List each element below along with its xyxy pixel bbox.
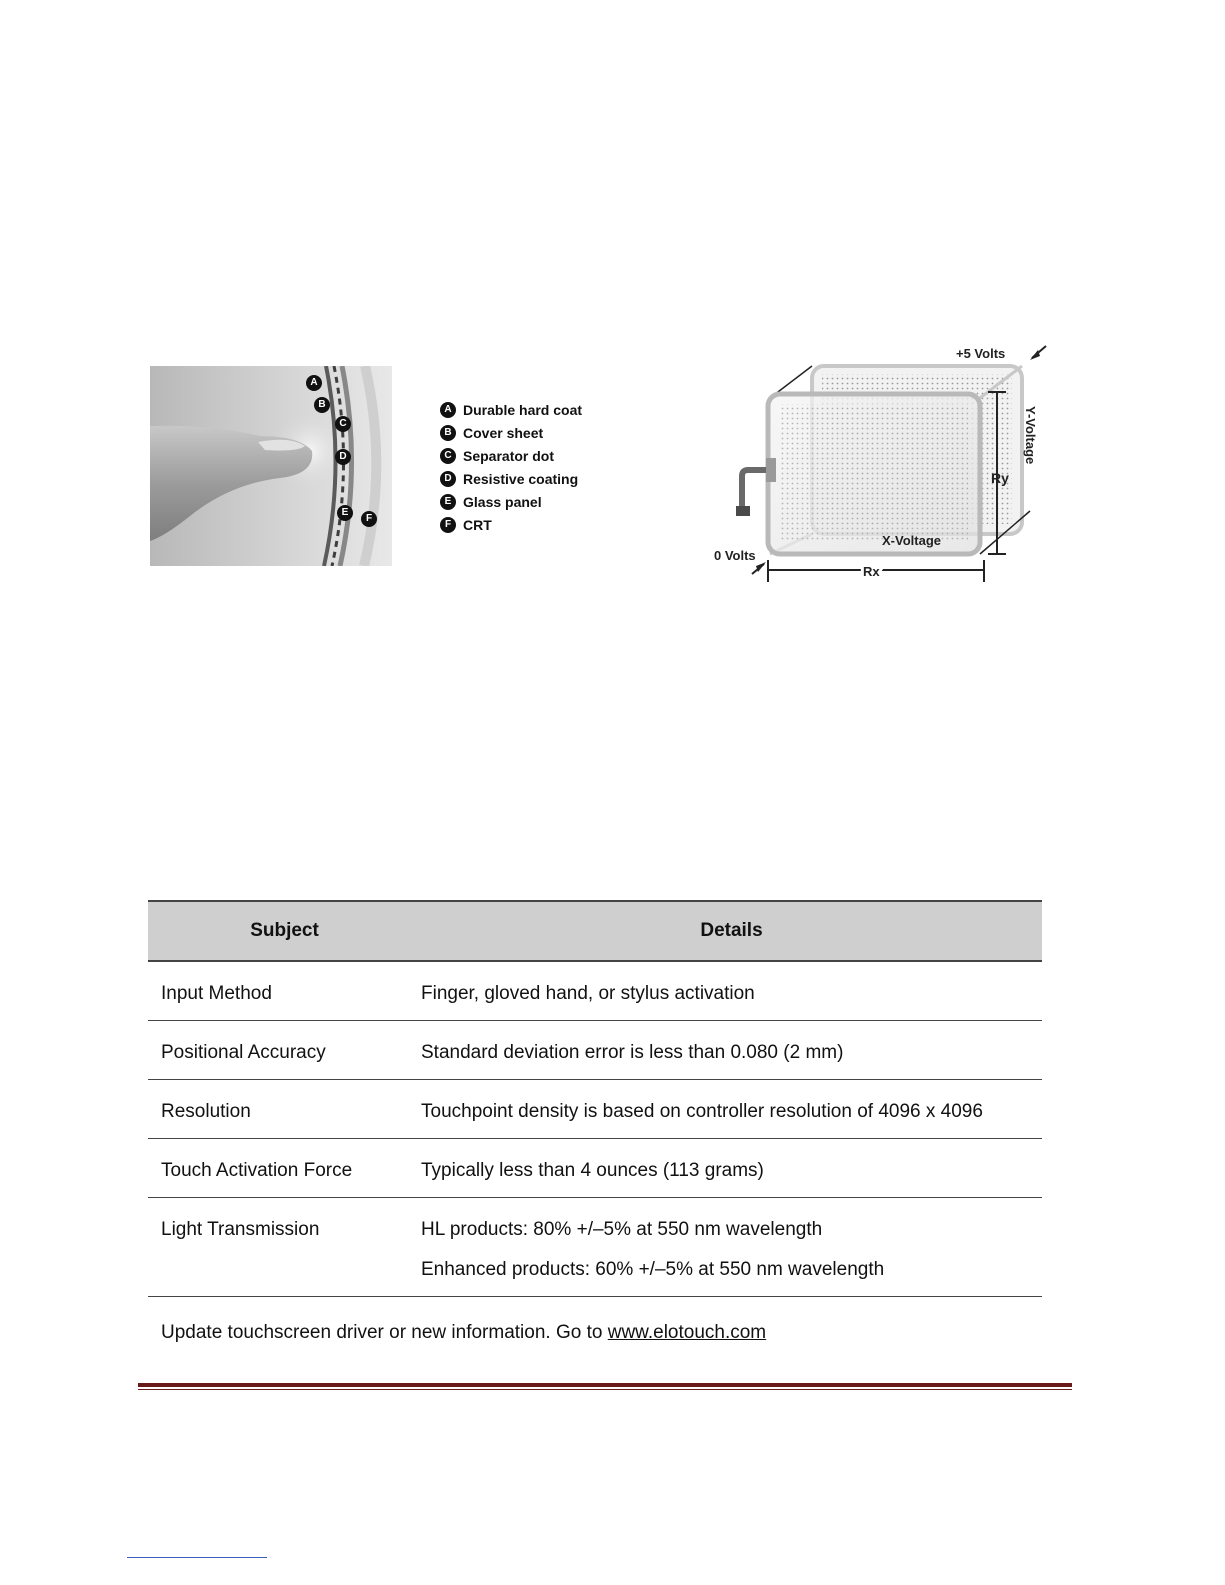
layers-legend bbox=[440, 398, 582, 536]
marker-e: E bbox=[337, 505, 353, 521]
marker-f: F bbox=[361, 511, 377, 527]
legend-badge: D bbox=[440, 471, 456, 487]
legend-item bbox=[440, 421, 582, 444]
details-cell bbox=[421, 1198, 1042, 1297]
specifications-table bbox=[148, 900, 1042, 1297]
legend-badge: A bbox=[440, 402, 456, 418]
subject-cell: Input Method bbox=[148, 961, 421, 1021]
cable-icon bbox=[742, 470, 766, 508]
legend-badge: C bbox=[440, 448, 456, 464]
table-row bbox=[148, 961, 1042, 1021]
update-note bbox=[161, 1322, 766, 1344]
legend-badge: E bbox=[440, 494, 456, 510]
subject-cell: Touch Activation Force bbox=[148, 1139, 421, 1198]
table-row bbox=[148, 1021, 1042, 1080]
update-note-text: Update touchscreen driver or new information. Go to bbox=[161, 1322, 608, 1343]
subject-cell: Resolution bbox=[148, 1080, 421, 1139]
footnote-separator bbox=[127, 1557, 267, 1558]
x-voltage-label: X-Voltage bbox=[882, 533, 941, 548]
details-cell bbox=[421, 961, 1042, 1021]
table-row bbox=[148, 1080, 1042, 1139]
legend-label: Durable hard coat bbox=[463, 401, 583, 418]
legend-label: Cover sheet bbox=[463, 424, 544, 441]
legend-item bbox=[440, 398, 582, 421]
bottom-volts-label: 0 Volts bbox=[714, 548, 756, 563]
legend-item bbox=[440, 513, 582, 536]
resistive-voltage-diagram bbox=[700, 336, 1070, 592]
footer-rule-thin bbox=[138, 1389, 1072, 1390]
details-text: Enhanced products: 60% +/–5% at 550 nm wavelength bbox=[421, 1259, 885, 1280]
y-voltage-label: Y-Voltage bbox=[1023, 406, 1038, 465]
details-text: HL products: 80% +/–5% at 550 nm wavelength bbox=[421, 1219, 823, 1240]
rx-label: Rx bbox=[863, 564, 880, 579]
table-row bbox=[148, 1198, 1042, 1297]
legend-item bbox=[440, 444, 582, 467]
legend-badge: F bbox=[440, 517, 456, 533]
details-text: Standard deviation error is less than 0.080 (2 mm) bbox=[421, 1042, 844, 1063]
marker-a: A bbox=[306, 375, 322, 391]
details-text: Typically less than 4 ounces (113 grams) bbox=[421, 1160, 764, 1181]
legend-label: Separator dot bbox=[463, 447, 555, 464]
subject-cell: Light Transmission bbox=[148, 1198, 421, 1297]
details-cell bbox=[421, 1139, 1042, 1198]
legend-item bbox=[440, 490, 582, 513]
marker-b: B bbox=[314, 397, 330, 413]
legend-badge: B bbox=[440, 425, 456, 441]
marker-d: D bbox=[335, 449, 351, 465]
footer-rule bbox=[138, 1383, 1072, 1387]
subject-column-header: Subject bbox=[148, 901, 421, 961]
layers-illustration bbox=[150, 366, 392, 566]
legend-label: Resistive coating bbox=[463, 470, 579, 487]
ry-label: Ry bbox=[991, 470, 1009, 486]
subject-cell: Positional Accuracy bbox=[148, 1021, 421, 1080]
cable-connector bbox=[766, 458, 776, 482]
details-text: Touchpoint density is based on controller resolution of 4096 x 4096 bbox=[421, 1101, 983, 1122]
table-header-row bbox=[148, 901, 1042, 961]
details-column-header: Details bbox=[421, 901, 1042, 961]
details-text: Finger, gloved hand, or stylus activation bbox=[421, 983, 755, 1004]
details-cell bbox=[421, 1021, 1042, 1080]
marker-c: C bbox=[335, 416, 351, 432]
legend-label: CRT bbox=[463, 516, 492, 533]
table-row bbox=[148, 1139, 1042, 1198]
legend-label: Glass panel bbox=[463, 493, 542, 510]
elotouch-link[interactable]: www.elotouch.com bbox=[607, 1322, 767, 1343]
legend-item bbox=[440, 467, 582, 490]
details-cell bbox=[421, 1080, 1042, 1139]
touchscreen-layers-figure bbox=[150, 366, 392, 566]
top-volts-label: +5 Volts bbox=[956, 346, 1006, 361]
